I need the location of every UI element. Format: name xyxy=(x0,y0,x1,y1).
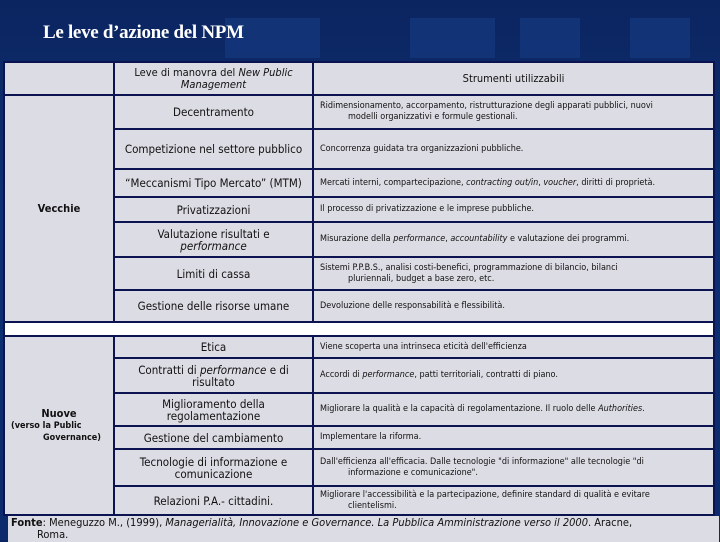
leva-cell: Gestione delle risorse umane xyxy=(114,290,313,322)
leva-cell: Limiti di cassa xyxy=(114,257,313,290)
header-strumenti: Strumenti utilizzabili xyxy=(313,62,714,95)
strumenti-cell: Implementare la riforma. xyxy=(313,426,714,449)
background-texture xyxy=(630,18,690,58)
leva-cell: Etica xyxy=(114,336,313,358)
background-texture xyxy=(520,18,580,58)
leva-cell: Relazioni P.A.- cittadini. xyxy=(114,486,313,515)
strumenti-cell: Dall'efficienza all'efficacia. Dalle tecnologie "di informazione" alle tecnologie "di informazione e comunicazione". xyxy=(313,449,714,486)
strumenti-cell: Concorrenza guidata tra organizzazioni pubbliche. xyxy=(313,129,714,169)
strumenti-cell: Devoluzione delle responsabilità e flessibilità. xyxy=(313,290,714,322)
leva-cell: Gestione del cambiamento xyxy=(114,426,313,449)
leva-cell: Miglioramento della regolamentazione xyxy=(114,393,313,426)
leva-cell: Competizione nel settore pubblico xyxy=(114,129,313,169)
leva-cell: “Meccanismi Tipo Mercato” (MTM) xyxy=(114,169,313,197)
strumenti-cell: Mercati interni, compartecipazione, contracting out/in, voucher, diritti di proprietà. xyxy=(313,169,714,197)
separator-cell xyxy=(4,322,714,336)
strumenti-cell: Viene scoperta una intrinseca eticità dell'efficienza xyxy=(313,336,714,358)
group-vecchie: Vecchie xyxy=(4,95,114,322)
group-nuove: Nuove (verso la Public Governance) xyxy=(4,336,114,515)
table-row xyxy=(4,95,714,129)
strumenti-cell: Ridimensionamento, accorpamento, ristrutturazione degli apparati pubblici, nuovi modelli organizzativi e formule gestionali. xyxy=(313,95,714,129)
npm-table xyxy=(3,61,715,516)
strumenti-cell: Accordi di performance, patti territoriali, contratti di piano. xyxy=(313,358,714,393)
source-note: Fonte: Meneguzzo M., (1999), Managerialità, Innovazione e Governance. La Pubblica Amministrazione verso il 2000. Aracne, Roma. xyxy=(8,516,719,542)
leva-cell: Valutazione risultati e performance xyxy=(114,222,313,257)
table-row xyxy=(4,336,714,358)
leva-cell: Contratti di performance e di risultato xyxy=(114,358,313,393)
page-title: Le leve d’azione del NPM xyxy=(43,22,244,43)
header-empty xyxy=(4,62,114,95)
strumenti-cell: Migliorare l'accessibilità e la partecipazione, definire standard di qualità e evitare clientelismi. xyxy=(313,486,714,515)
strumenti-cell: Migliorare la qualità e la capacità di regolamentazione. Il ruolo delle Authorities. xyxy=(313,393,714,426)
header-leve: Leve di manovra del New Public Management xyxy=(114,62,313,95)
leva-cell: Privatizzazioni xyxy=(114,197,313,222)
separator-row xyxy=(4,322,714,336)
leva-cell: Tecnologie di informazione e comunicazione xyxy=(114,449,313,486)
strumenti-cell: Sistemi P.P.B.S., analisi costi-benefici, programmazione di bilancio, bilanci pluriennali, budget a base zero, etc. xyxy=(313,257,714,290)
strumenti-cell: Il processo di privatizzazione e le imprese pubbliche. xyxy=(313,197,714,222)
strumenti-cell: Misurazione della performance, accountability e valutazione dei programmi. xyxy=(313,222,714,257)
background-texture xyxy=(410,18,495,58)
table-header-row xyxy=(4,62,714,95)
leva-cell: Decentramento xyxy=(114,95,313,129)
